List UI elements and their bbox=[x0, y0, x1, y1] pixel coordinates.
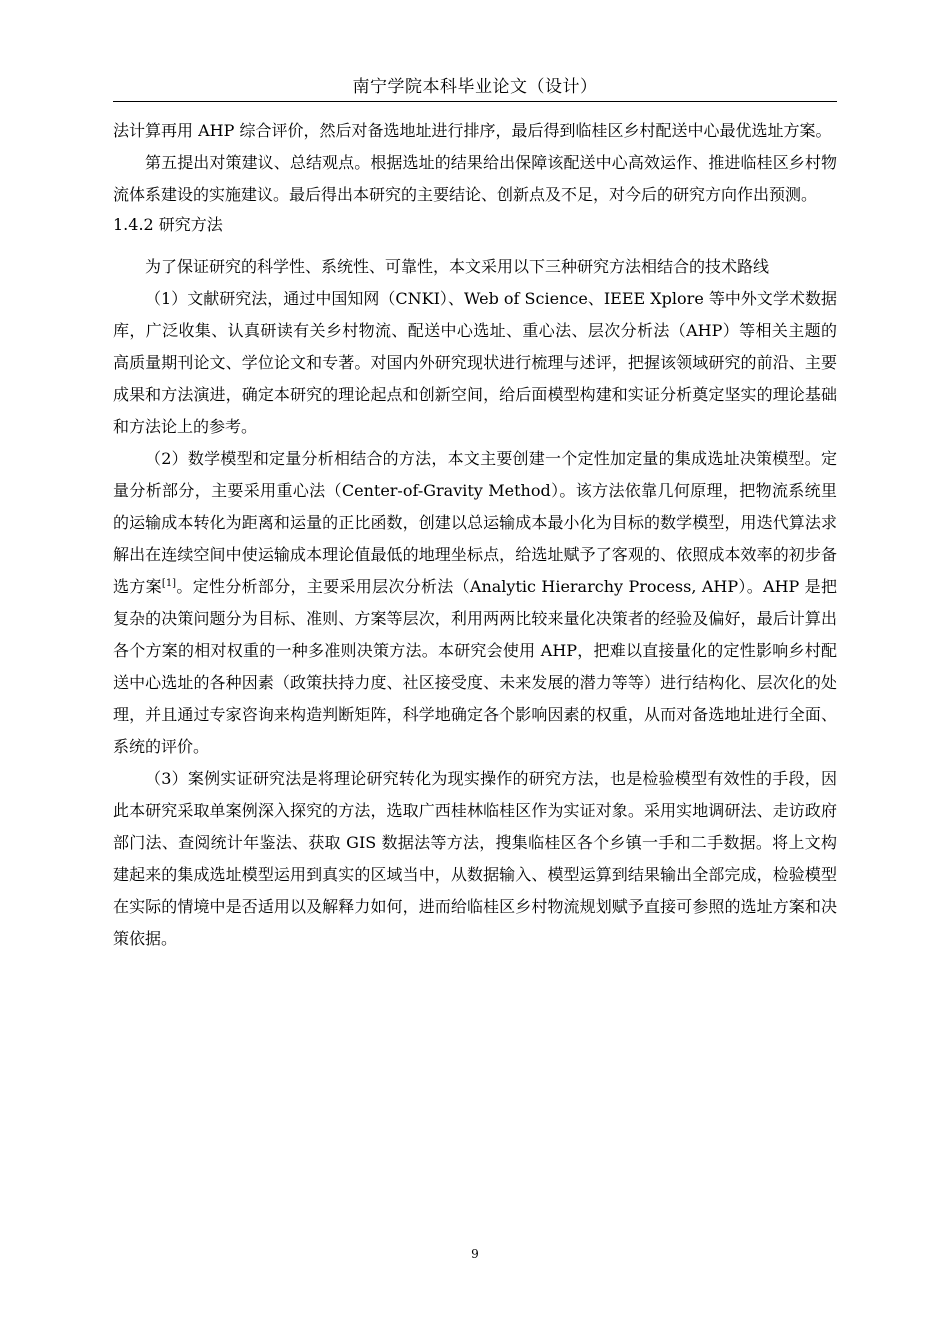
citation-ref[interactable]: [1] bbox=[161, 578, 177, 589]
paragraph-fifth-part: 第五提出对策建议、总结观点。根据选址的结果给出保障该配送中心高效运作、推进临桂区乡村物流体系建设的实施建议。最后得出本研究的主要结论、创新点及不足，对今后的研究方向作出预测。 bbox=[113, 153, 837, 204]
paragraph-literature-method: （1）文献研究法，通过中国知网（CNKI）、Web of Science、IEEE Xplore 等中外文学术数据库，广泛收集、认真研读有关乡村物流、配送中心选址、重心法、层次分析法（AHP）等相关主题的高质量期刊论文、学位论文和专著。对国内外研究现状进行梳理与述评，把握该领域研究的前沿、主要成果和方法演进，确定本研究的理论起点和创新空间，给后面模型构建和实证分析奠定坚实的理论基础和方法论上的参考。 bbox=[113, 289, 837, 436]
math-model-text-part2: 。定性分析部分，主要采用层次分析法（Analytic Hierarchy Process, AHP）。AHP 是把复杂的决策问题分为目标、准则、方案等层次，利用两两比较来量化决策者的经验及偏好，最后计算出各个方案的相对权重的一种多准则决策方法。本研究会使用 AHP，把难以直接量化的定性影响乡村配送中心选址的各种因素（政策扶持力度、社区接受度、未来发展的潜力等等）进行结构化、层次化的处理，并且通过专家咨询来构造判断矩阵，科学地确定各个影响因素的权重，从而对备选地址进行全面、系统的评价。 bbox=[113, 577, 837, 756]
section-heading: 1.4.2 研究方法 bbox=[113, 215, 223, 234]
header-rule bbox=[113, 101, 837, 102]
page-number: 9 bbox=[471, 1247, 479, 1261]
paragraph-methods-intro: 为了保证研究的科学性、系统性、可靠性，本文采用以下三种研究方法相结合的技术路线 bbox=[145, 257, 770, 276]
paragraph-case-study-method: （3）案例实证研究法是将理论研究转化为现实操作的研究方法，也是检验模型有效性的手段，因此本研究采取单案例深入探究的方法，选取广西桂林临桂区作为实证对象。采用实地调研法、走访政府部门法、查阅统计年鉴法、获取 GIS 数据法等方法，搜集临桂区各个乡镇一手和二手数据。将上文构建起来的集成选址模型运用到真实的区域当中，从数据输入、模型运算到结果输出全部完成，检验模型在实际的情境中是否适用以及解释力如何，进而给临桂区乡村物流规划赋予直接可参照的选址方案和决策依据。 bbox=[113, 769, 837, 948]
running-header: 南宁学院本科毕业论文（设计） bbox=[352, 77, 598, 97]
paragraph-continued: 法计算再用 AHP 综合评价，然后对备选地址进行排序，最后得到临桂区乡村配送中心最优选址方案。 bbox=[113, 121, 832, 140]
body-text bbox=[113, 115, 837, 955]
paragraph-math-model-method bbox=[113, 443, 837, 763]
math-model-text-part1: （2）数学模型和定量分析相结合的方法，本文主要创建一个定性加定量的集成选址决策模型。定量分析部分，主要采用重心法（Center-of-Gravity Method）。该方法依靠几何原理，把物流系统里的运输成本转化为距离和运量的正比函数，创建以总运输成本最小化为目标的数学模型，用迭代算法求解出在连续空间中使运输成本理论值最低的地理坐标点，给选址赋予了客观的、依照成本效率的初步备选方案 bbox=[113, 449, 837, 596]
